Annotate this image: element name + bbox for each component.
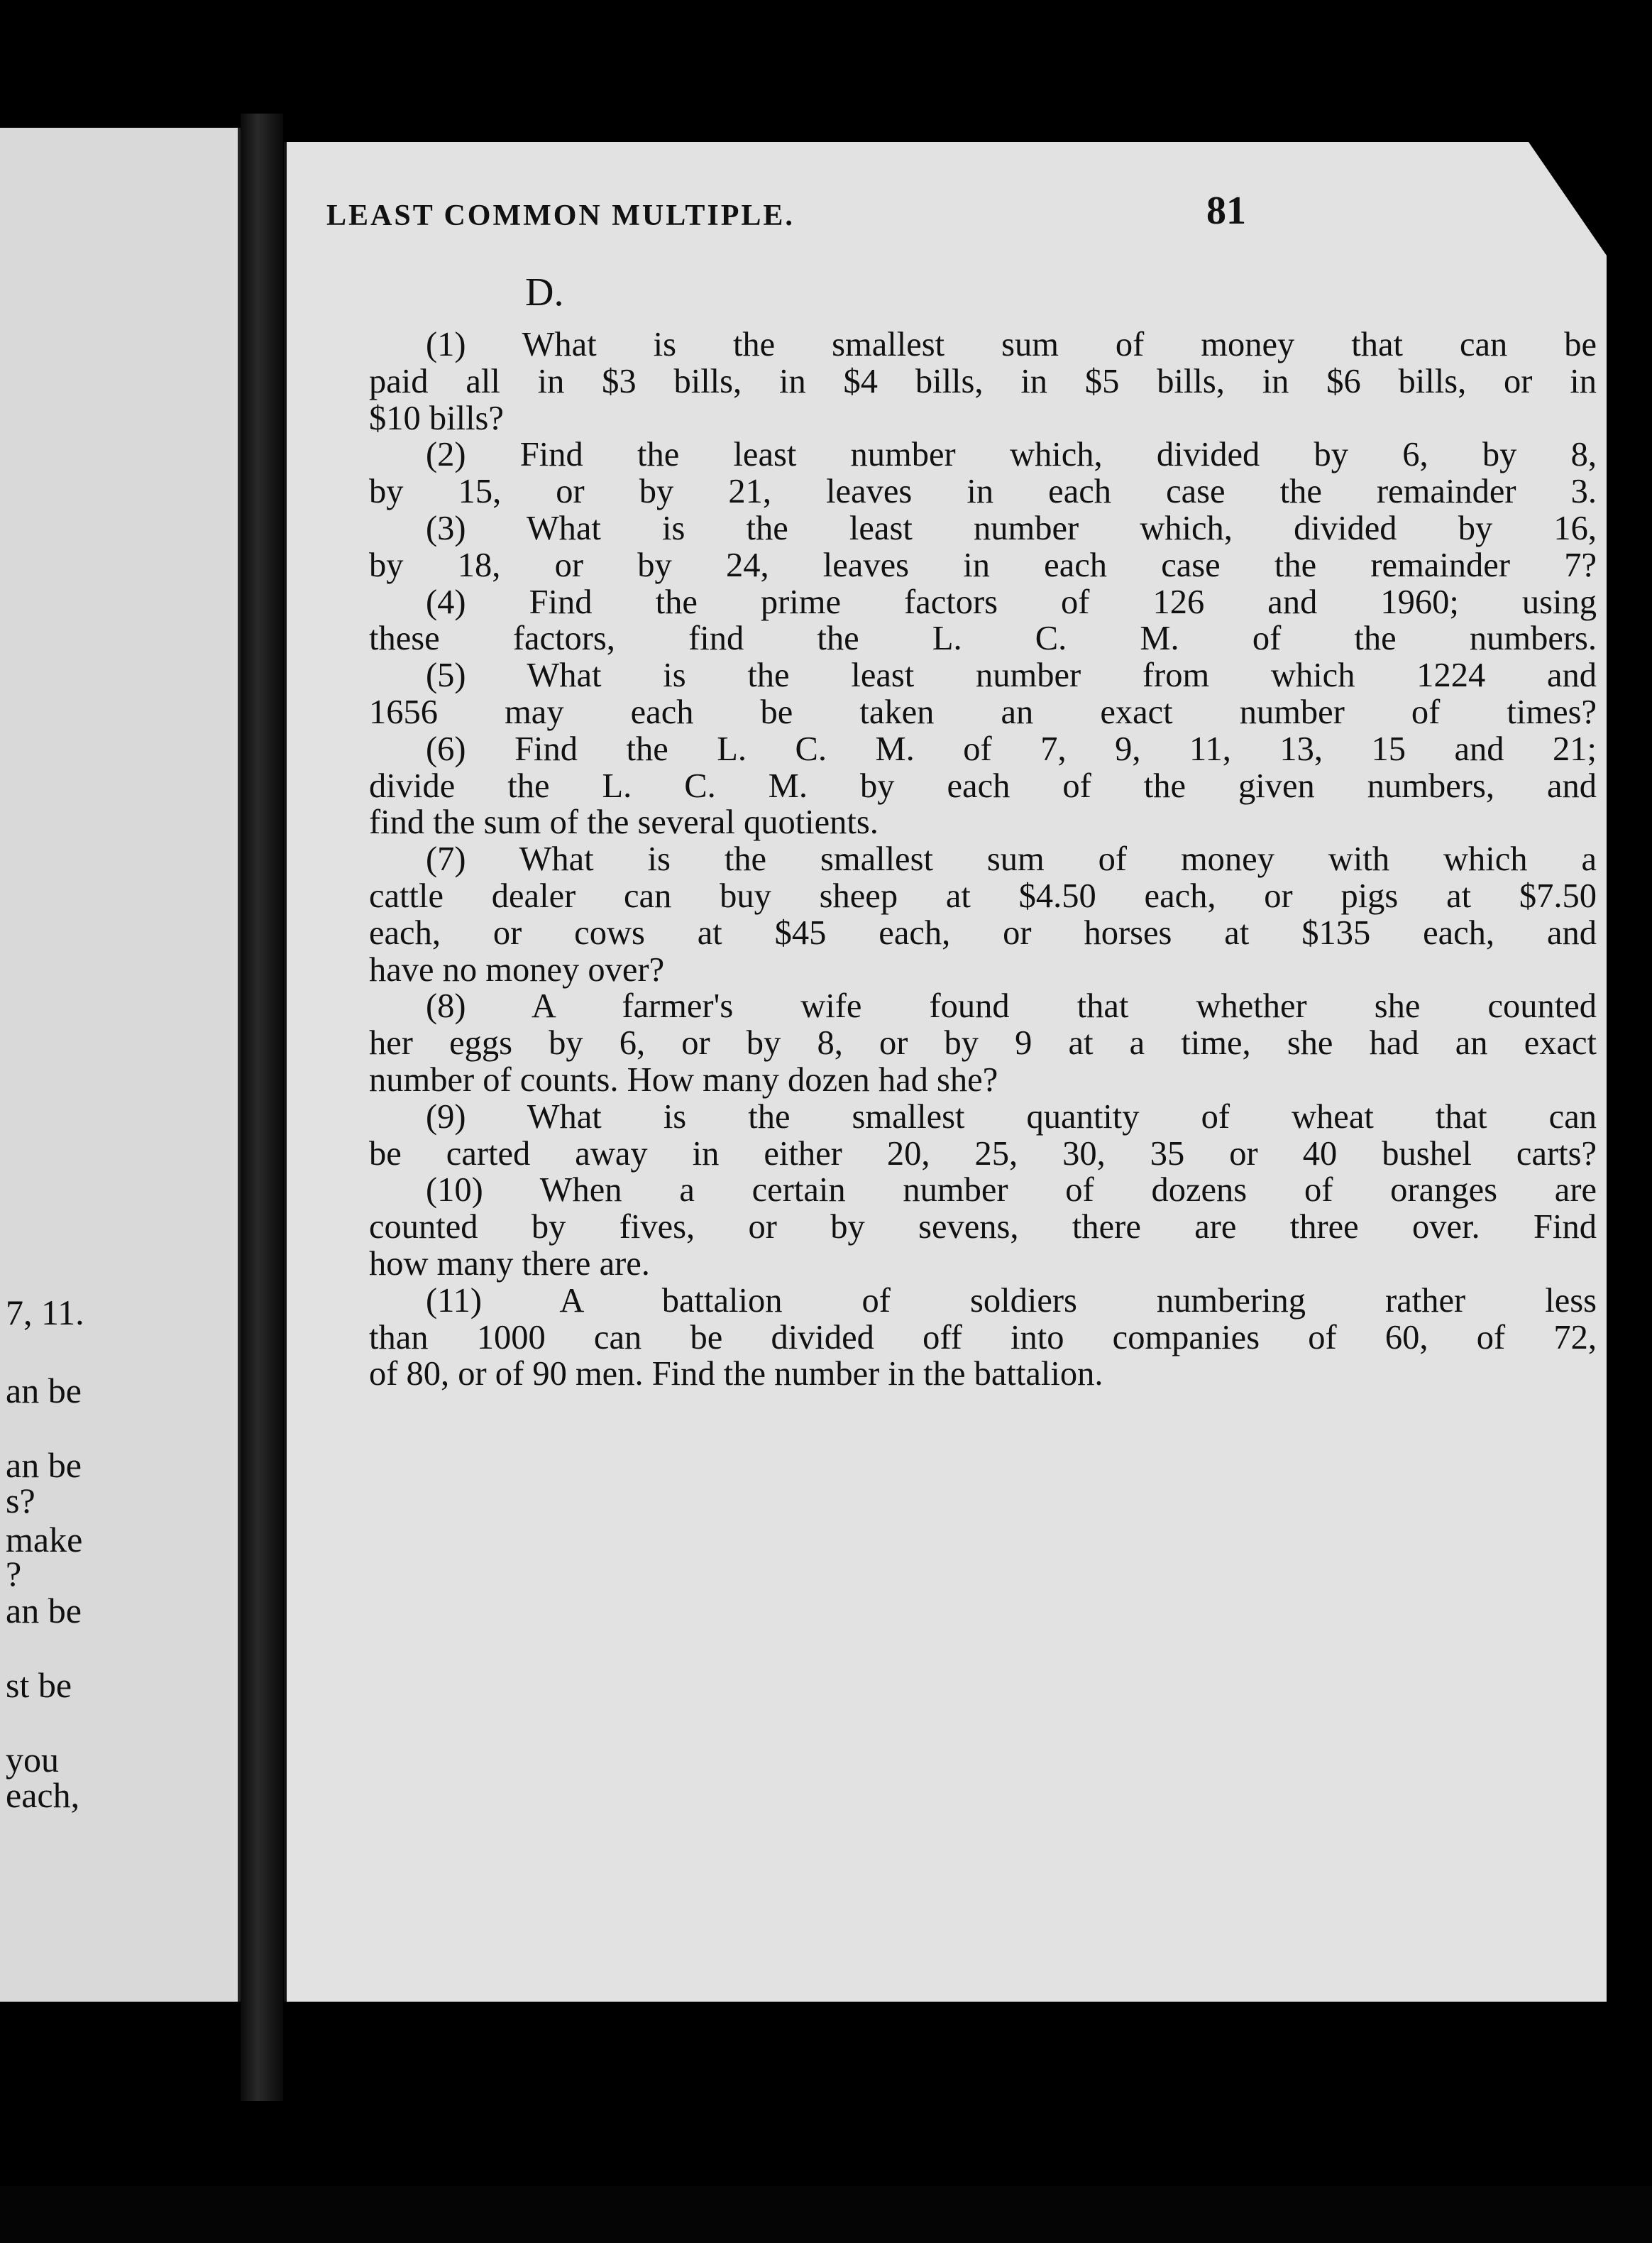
left-page-fragment: 7, 11.	[6, 1293, 84, 1332]
text-line: divide the L. C. M. by each of the given numbers, and	[369, 767, 1597, 805]
text-line: (1) What is the smallest sum of money that can be	[426, 326, 1597, 363]
text-line: (10) When a certain number of dozens of oranges are	[426, 1171, 1597, 1210]
text-line: by 18, or by 24, leaves in each case the remainder 7?	[369, 546, 1597, 584]
left-page-fragment: s?	[6, 1481, 35, 1520]
text-line: paid all in $3 bills, in $4 bills, in $5 bills, in $6 bills, or in	[369, 362, 1597, 400]
left-page-fragment: an be	[6, 1445, 82, 1485]
text-line: than 1000 can be divided off into companies of 60, of 72,	[369, 1318, 1597, 1356]
left-page-fragment: make	[6, 1520, 83, 1559]
folded-corner	[1529, 142, 1607, 256]
text-line: (7) What is the smallest sum of money with which a	[426, 840, 1597, 879]
page-number: 81	[1206, 189, 1246, 233]
text-line: her eggs by 6, or by 8, or by 9 at a time, she had an exact	[369, 1024, 1597, 1063]
text-line: (2) Find the least number which, divided by 6, by 8,	[426, 436, 1597, 474]
text-line: find the sum of the several quotients.	[369, 804, 879, 842]
left-page-fragment: an be	[6, 1591, 82, 1630]
text-line: (6) Find the L. C. M. of 7, 9, 11, 13, 15 and 21;	[426, 730, 1597, 768]
book-gutter	[241, 114, 283, 2101]
text-line: (8) A farmer's wife found that whether she counted	[426, 987, 1597, 1026]
text-line: number of counts. How many dozen had she?	[369, 1060, 998, 1099]
text-line: have no money over?	[369, 950, 665, 989]
text-line: 1656 may each be taken an exact number of times?	[369, 693, 1597, 731]
section-heading: D.	[525, 270, 564, 314]
text-line: (9) What is the smallest quantity of wheat that can	[426, 1097, 1597, 1136]
text-line: how many there are.	[369, 1244, 650, 1283]
scan-border	[0, 2186, 1652, 2243]
text-line: cattle dealer can buy sheep at $4.50 each, or pigs at $7.50	[369, 877, 1597, 915]
left-page-fragment: each,	[6, 1775, 80, 1815]
text-line: by 15, or by 21, leaves in each case the remainder 3.	[369, 473, 1597, 511]
text-line: (3) What is the least number which, divided by 16,	[426, 509, 1597, 547]
left-page-fragment: st be	[6, 1665, 72, 1705]
text-line: be carted away in either 20, 25, 30, 35 or 40 bushel carts?	[369, 1134, 1597, 1173]
text-line: (5) What is the least number from which 1224 and	[426, 657, 1597, 695]
text-line: (11) A battalion of soldiers numbering rather less	[426, 1281, 1597, 1320]
left-page-fragment: you	[6, 1740, 59, 1779]
exercise-text	[369, 327, 1597, 1393]
text-line: counted by fives, or by sevens, there are three over. Find	[369, 1208, 1597, 1246]
left-page	[0, 128, 241, 2002]
text-line: these factors, find the L. C. M. of the numbers.	[369, 620, 1597, 658]
running-head: LEAST COMMON MULTIPLE.	[326, 199, 795, 232]
text-line: $10 bills?	[369, 399, 504, 437]
text-line: (4) Find the prime factors of 126 and 1960; using	[426, 583, 1597, 621]
text-line: each, or cows at $45 each, or horses at $135 each, and	[369, 914, 1597, 952]
left-page-fragment: ?	[6, 1554, 22, 1594]
text-line: of 80, or of 90 men. Find the number in the battalion.	[369, 1355, 1103, 1393]
left-page-fragment: an be	[6, 1371, 82, 1410]
